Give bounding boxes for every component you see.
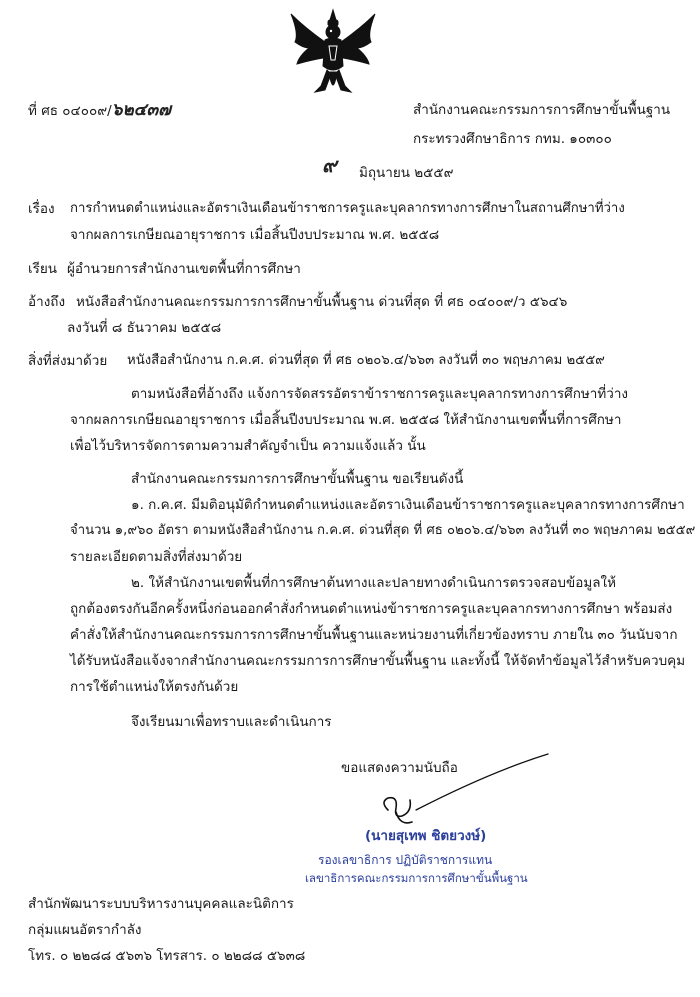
body-p2: สำนักงานคณะกรรมการการศึกษาขั้นพื้นฐาน ขอเรียนดังนี้ xyxy=(131,471,464,487)
closing-salutation: ขอแสดงความนับถือ xyxy=(341,760,458,776)
footer-office: สำนักพัฒนาระบบบริหารงานบุคคลและนิติการ xyxy=(28,896,294,912)
to-label: เรียน xyxy=(28,261,58,277)
item1-line-1: ๑. ก.ค.ศ. มีมติอนุมัติกำหนดตำแหน่งและอัตราเงินเดือนข้าราชการครูและบุคลากรทางการศึกษา xyxy=(131,497,685,513)
reference-line-2: ลงวันที่ ๘ ธันวาคม ๒๕๕๘ xyxy=(67,320,222,336)
item2-line-5: การใช้ตำแหน่งให้ตรงกันด้วย xyxy=(70,679,239,695)
date-day-handwritten: ๙ xyxy=(322,153,337,177)
signatory-position-1: รองเลขาธิการ ปฏิบัติราชการแทน xyxy=(318,853,493,867)
item1-line-2: จำนวน ๑,๙๖๐ อัตรา ตามหนังสือสำนักงาน ก.ค.ศ. ด่วนที่สุด ที่ ศธ ๐๒๐๖.๔/๖๖๓ ลงวันที่ ๓๐ พฤษภาคม ๒๕๕๙ xyxy=(70,523,696,538)
item2-line-4: ได้รับหนังสือแจ้งจากสำนักงานคณะกรรมการการศึกษาขั้นพื้นฐาน และทั้งนี้ ให้จัดทำข้อมูลไว้สำหรับควบคุม xyxy=(70,653,686,669)
item2-line-2: ถูกต้องตรงกันอีกครั้งหนึ่งก่อนออกคำสั่งกำหนดตำแหน่งข้าราชการครูและบุคลากรทางการศึกษา พร้อมส่ง xyxy=(70,601,673,617)
to-recipient: ผู้อำนวยการสำนักงานเขตพื้นที่การศึกษา xyxy=(67,261,301,277)
closing-request: จึงเรียนมาเพื่อทราบและดำเนินการ xyxy=(131,714,332,730)
reference-label: อ้างถึง xyxy=(28,294,66,310)
garuda-emblem xyxy=(285,8,381,100)
subject-label: เรื่อง xyxy=(28,201,55,217)
reference-line-1: หนังสือสำนักงานคณะกรรมการการศึกษาขั้นพื้นฐาน ด่วนที่สุด ที่ ศธ ๐๔๐๐๙/ว ๕๖๔๖ xyxy=(76,294,568,310)
item2-line-3: คำสั่งให้สำนักงานคณะกรรมการการศึกษาขั้นพื้นฐานและหน่วยงานที่เกี่ยวข้องทราบ ภายใน ๓๐ วันนับจาก xyxy=(70,627,678,643)
item1-line-3: รายละเอียดตามสิ่งที่ส่งมาด้วย xyxy=(70,549,243,565)
body-p1-line-2: จากผลการเกษียณอายุราชการ เมื่อสิ้นปีงบประมาณ พ.ศ. ๒๕๕๘ ให้สำนักงานเขตพื้นที่การศึกษา xyxy=(70,412,622,428)
date-month-year: มิถุนายน ๒๕๕๙ xyxy=(358,165,454,181)
footer-group: กลุ่มแผนอัตรากำลัง xyxy=(28,922,142,938)
body-p1-line-3: เพื่อไว้บริหารจัดการตามความสำคัญจำเป็น ความแจ้งแล้ว นั้น xyxy=(70,438,426,454)
subject-line-1: การกำหนดตำแหน่งและอัตราเงินเดือนข้าราชการครูและบุคลากรทางการศึกษาในสถานศึกษาที่ว่าง xyxy=(70,201,625,216)
signatory-name: (นายสุเทพ ชิตยวงษ์) xyxy=(365,828,487,844)
signatory-position-2: เลขาธิการคณะกรรมการการศึกษาขั้นพื้นฐาน xyxy=(305,871,528,885)
footer-contact: โทร. ๐ ๒๒๘๘ ๕๖๓๖ โทรสาร. ๐ ๒๒๘๘ ๕๖๓๘ xyxy=(28,948,306,964)
issuer-address: กระทรวงศึกษาธิการ กทม. ๑๐๓๐๐ xyxy=(413,131,612,147)
enclosure-label: สิ่งที่ส่งมาด้วย xyxy=(28,353,108,369)
enclosure-text: หนังสือสำนักงาน ก.ค.ศ. ด่วนที่สุด ที่ ศธ ๐๒๐๖.๔/๖๖๓ ลงวันที่ ๓๐ พฤษภาคม ๒๕๕๙ xyxy=(127,353,605,368)
document-number xyxy=(28,100,171,121)
body-p1-line-1: ตามหนังสือที่อ้างถึง แจ้งการจัดสรรอัตราข้าราชการครูและบุคลากรทางการศึกษาที่ว่าง xyxy=(131,386,629,402)
document-number-handwritten: ๖๒๔๓๗ xyxy=(111,100,171,120)
issuer-name: สำนักงานคณะกรรมการการศึกษาขั้นพื้นฐาน xyxy=(413,102,671,118)
subject-line-2: จากผลการเกษียณอายุราชการ เมื่อสิ้นปีงบประมาณ พ.ศ. ๒๕๕๘ xyxy=(70,227,440,243)
item2-line-1: ๒. ให้สำนักงานเขตพื้นที่การศึกษาต้นทางและปลายทางดำเนินการตรวจสอบข้อมูลให้ xyxy=(131,575,617,591)
document-number-prefix: ที่ ศธ ๐๔๐๐๙/ xyxy=(28,103,112,119)
handwritten-signature xyxy=(370,752,570,832)
document-date xyxy=(322,153,454,183)
